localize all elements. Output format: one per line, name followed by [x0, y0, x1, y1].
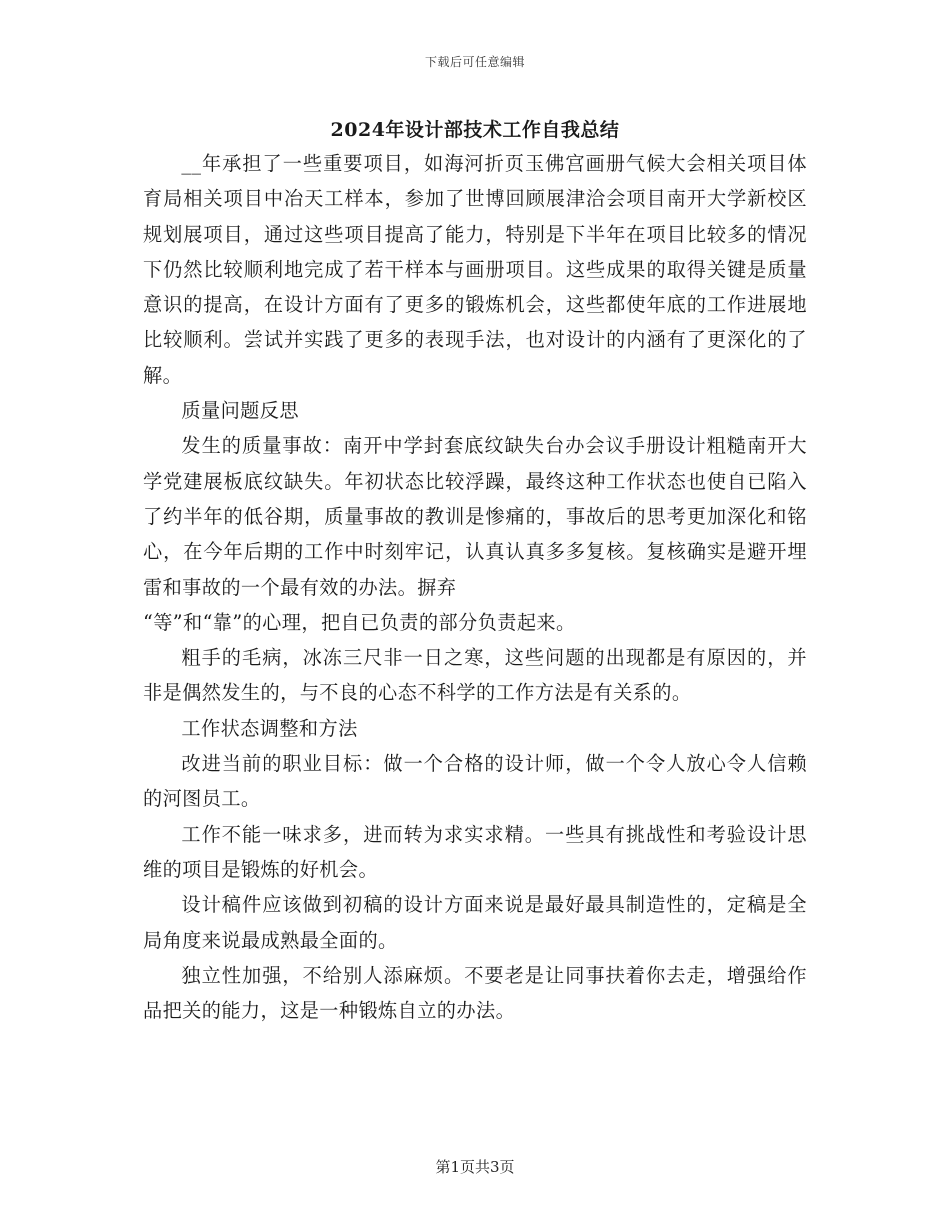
paragraph-careless-habit: 粗手的毛病，冰冻三尺非一日之寒，这些问题的出现都是有原因的，并非是偶然发生的，与不良的心态不科学的工作方法是有关系的。	[143, 646, 807, 705]
paragraph-career-goal: 改进当前的职业目标：做一个合格的设计师，做一个令人放心令人信赖的河图员工。	[143, 752, 807, 811]
paragraph-quality-incidents: 发生的质量事故：南开中学封套底纹缺失台办会议手册设计粗糙南开大学党建展板底纹缺失。年初状态比较浮躁，最终这种工作状态也使自已陷入了约半年的低谷期，质量事故的教训是惨痛的，事故后的思考更加深化和铭心，在今年后期的工作中时刻牢记，认真认真多多复核。复核确实是避开埋雷和事故的一个最有效的办法。摒弃	[143, 434, 807, 599]
paragraph-quality-continuation: “等”和“靠”的心理，把自已负责的部分负责起来。	[143, 610, 576, 634]
header-note: 下载后可任意编辑	[424, 55, 525, 69]
section-heading-adjustment: 工作状态调整和方法	[181, 716, 358, 740]
paragraph-independence: 独立性加强，不给别人添麻烦。不要老是让同事扶着你去走，增强给作品把关的能力，这是一种锻炼自立的办法。	[143, 963, 807, 1023]
page-number: 第1页共3页	[435, 1158, 515, 1176]
document-title: 2024年设计部技术工作自我总结	[330, 119, 620, 141]
paragraph-draft-standards: 设计稿件应该做到初稿的设计方面来说是最好最具制造性的，定稿是全局角度来说最成熟最全面的。	[143, 893, 807, 952]
document-body	[143, 146, 807, 1028]
section-heading-quality: 质量问题反思	[181, 399, 299, 423]
paragraph-quality-over-quantity: 工作不能一味求多，进而转为求实求精。一些具有挑战性和考验设计思维的项目是锻炼的好机会。	[143, 822, 807, 881]
paragraph-projects: __年承担了一些重要项目，如海河折页玉佛宫画册气候大会相关项目体育局相关项目中冶天工样本，参加了世博回顾展津洽会项目南开大学新校区规划展项目，通过这些项目提高了能力，特别是下半年在项目比较多的情况下仍然比较顺利地完成了若干样本与画册项目。这些成果的取得关键是质量意识的提高，在设计方面有了更多的锻炼机会，这些都使年底的工作进展地比较顺利。尝试并实践了更多的表现手法，也对设计的内涵有了更深化的了解。	[143, 152, 807, 387]
